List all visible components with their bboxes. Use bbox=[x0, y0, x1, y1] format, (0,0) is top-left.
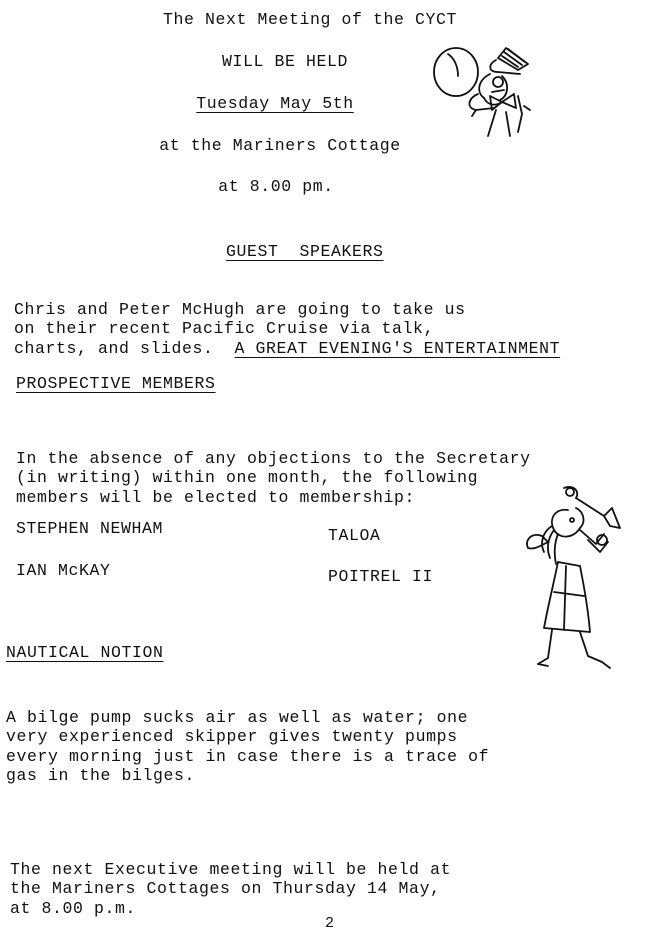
prospective-members-text bbox=[16, 429, 531, 507]
prospective-line-2: (in writing) within one month, the following bbox=[16, 468, 479, 487]
guest-speakers-text bbox=[14, 280, 560, 358]
meeting-time: at 8.00 pm. bbox=[218, 177, 334, 196]
bugle-player-cartoon-icon bbox=[518, 482, 628, 672]
guest-line-3: charts, and slides. bbox=[14, 338, 214, 358]
member-boat-2: POITREL II bbox=[328, 567, 434, 586]
nautical-notion-text bbox=[6, 688, 489, 786]
executive-meeting-text bbox=[10, 840, 451, 918]
prospective-line-1: In the absence of any objections to the Secretary bbox=[16, 448, 531, 468]
nautical-notion-heading: NAUTICAL NOTION bbox=[6, 643, 164, 662]
page-number: 2 bbox=[325, 915, 335, 932]
executive-line-1: The next Executive meeting will be held at bbox=[10, 859, 452, 879]
meeting-date: Tuesday May 5th bbox=[196, 94, 354, 113]
entertainment-highlight: A GREAT EVENING'S ENTERTAINMENT bbox=[234, 338, 561, 358]
nautical-line-4: gas in the bilges. bbox=[6, 766, 196, 785]
nautical-line-2: very experienced skipper gives twenty pumps bbox=[6, 727, 458, 746]
nautical-line-1: A bilge pump sucks air as well as water; one bbox=[6, 707, 469, 727]
member-boat-1: TALOA bbox=[328, 526, 381, 545]
prospective-line-3: members will be elected to membership: bbox=[16, 487, 416, 507]
sailor-cartoon-icon bbox=[418, 36, 538, 146]
guest-line-1: Chris and Peter McHugh are going to take us bbox=[14, 299, 466, 319]
executive-line-3: at 8.00 p.m. bbox=[10, 898, 137, 918]
executive-line-2: the Mariners Cottages on Thursday 14 May, bbox=[10, 879, 441, 898]
member-name-1: STEPHEN NEWHAM bbox=[16, 519, 164, 538]
guest-speakers-heading: GUEST SPEAKERS bbox=[226, 242, 384, 261]
meeting-held-line: WILL BE HELD bbox=[221, 52, 349, 71]
member-name-2: IAN McKAY bbox=[16, 561, 111, 580]
meeting-venue: at the Mariners Cottage bbox=[159, 136, 401, 155]
prospective-members-heading: PROSPECTIVE MEMBERS bbox=[16, 374, 216, 393]
nautical-line-3: every morning just in case there is a trace of bbox=[6, 746, 490, 766]
guest-line-2: on their recent Pacific Cruise via talk, bbox=[14, 319, 435, 338]
meeting-title: The Next Meeting of the CYCT bbox=[162, 10, 458, 29]
